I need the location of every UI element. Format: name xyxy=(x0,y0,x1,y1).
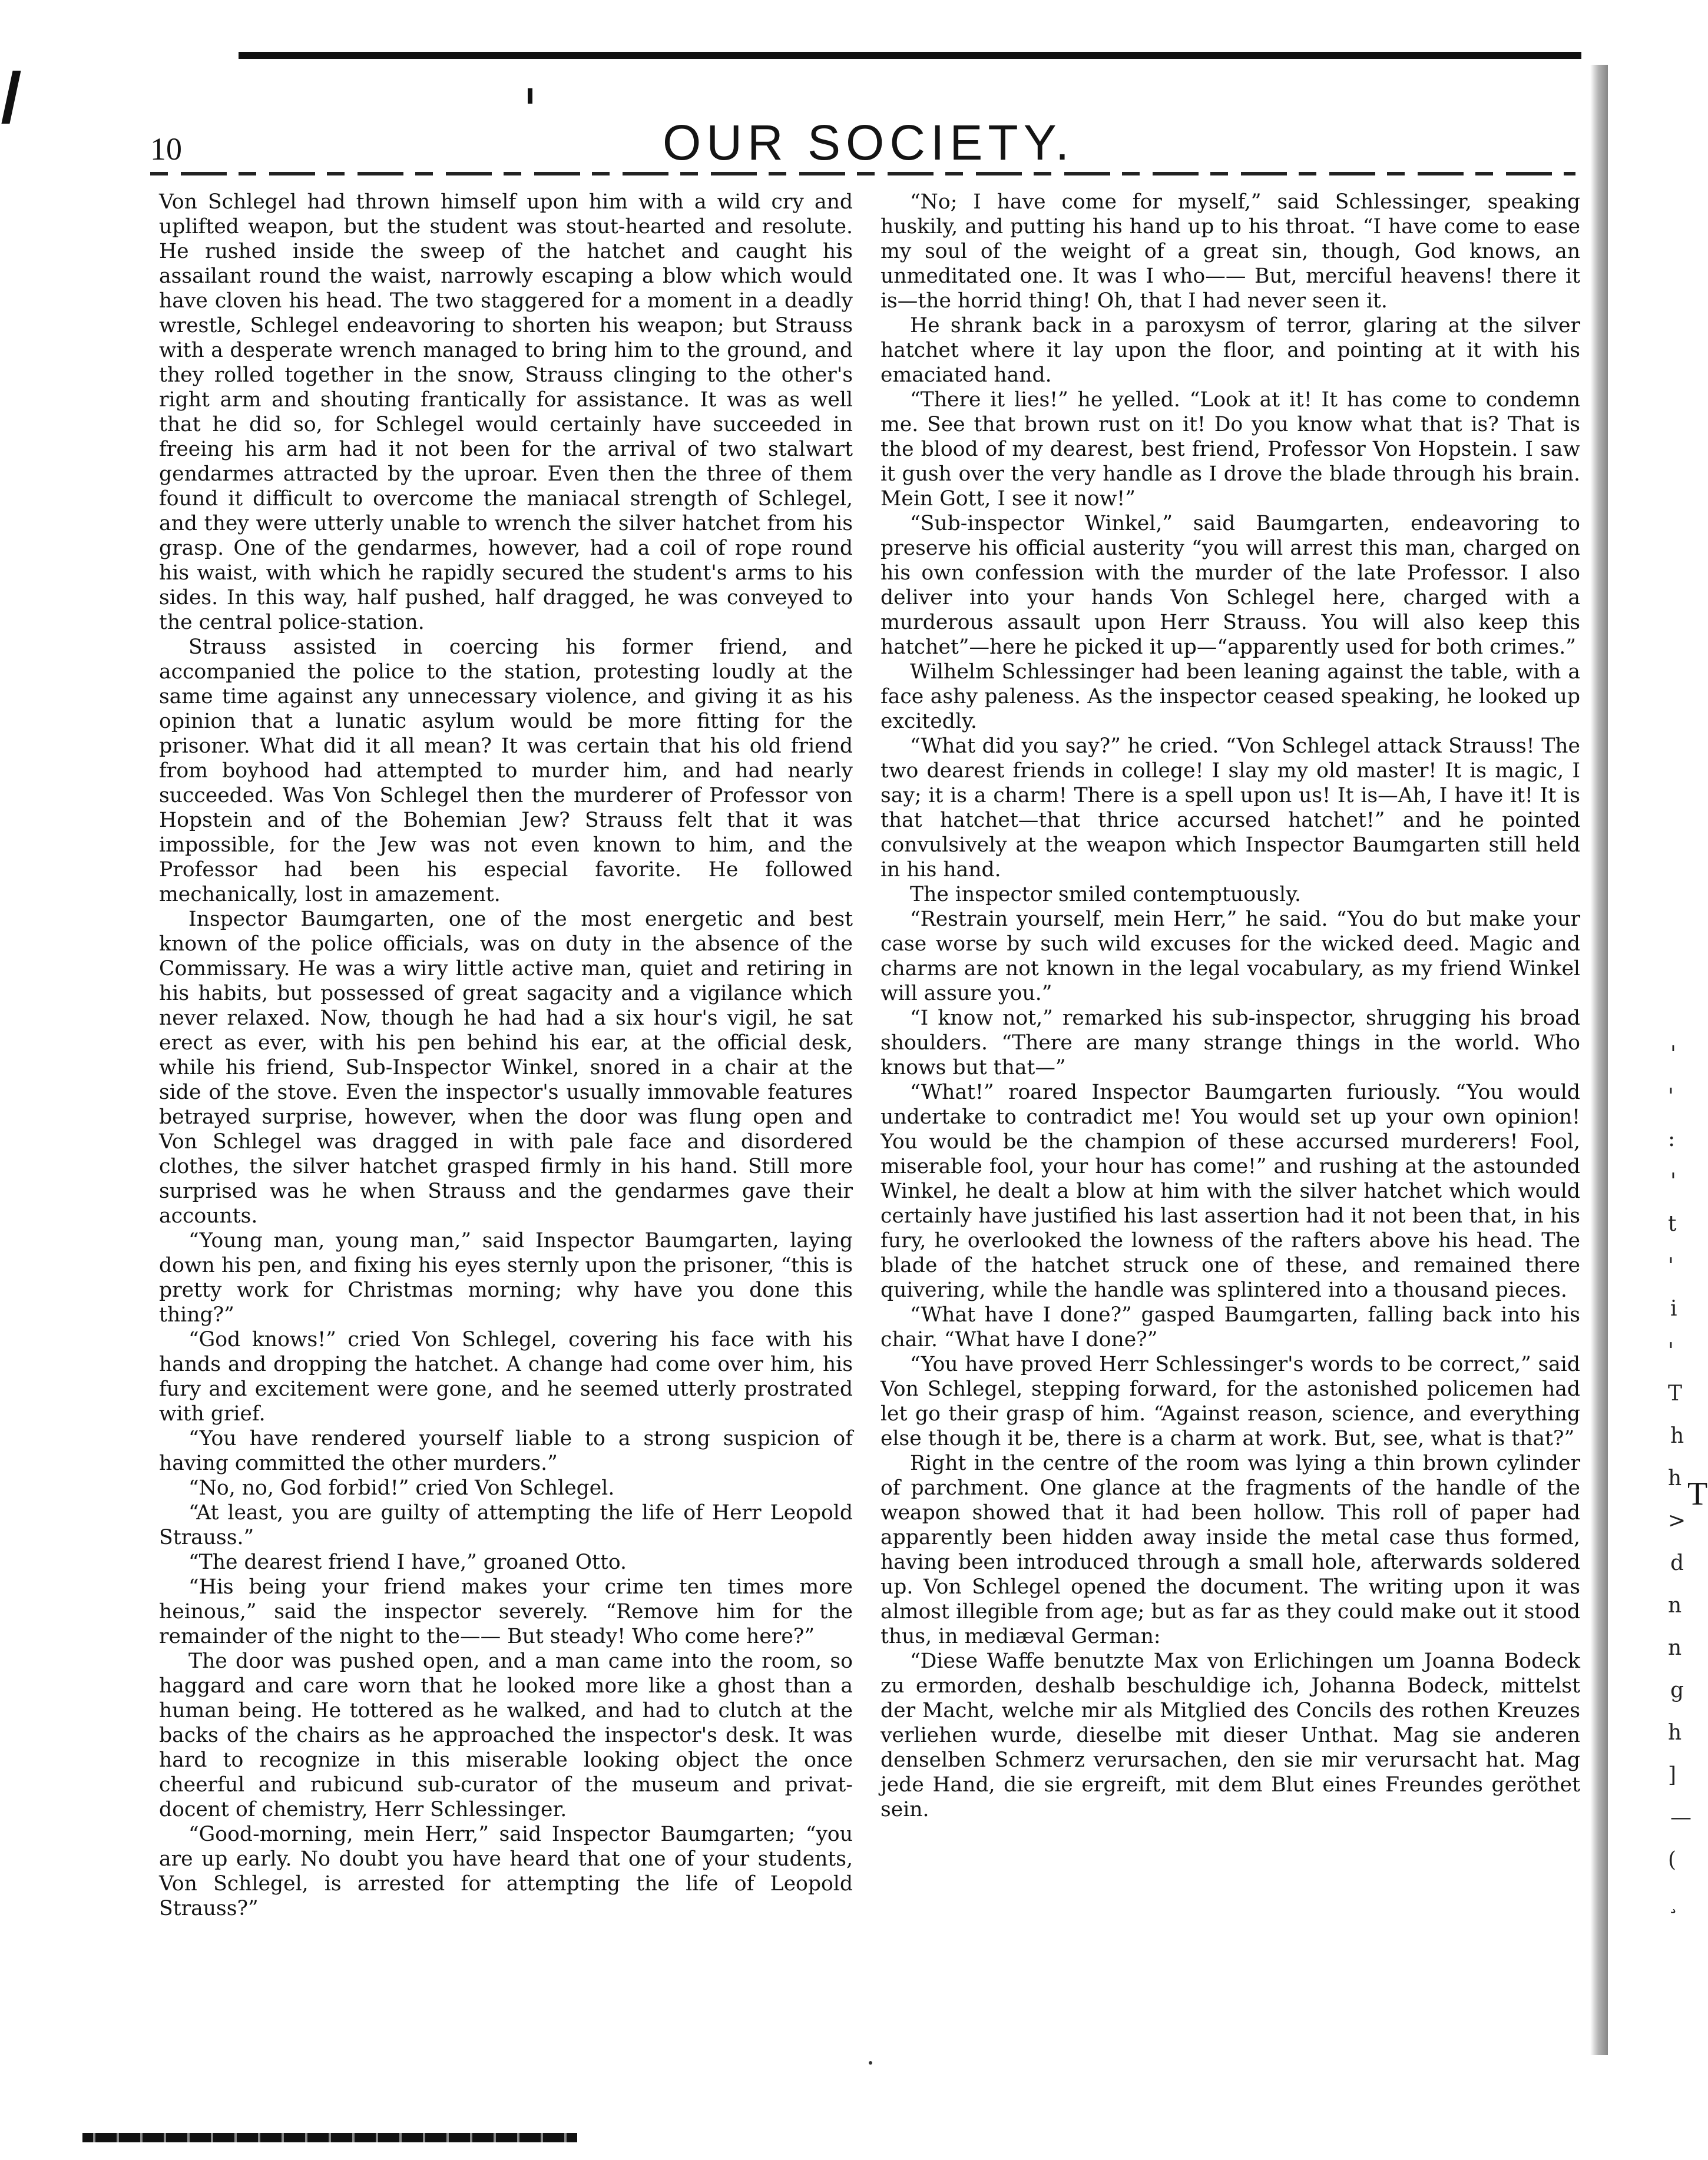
margin-fragment: ' xyxy=(1668,1339,1674,1363)
running-title: OUR SOCIETY. xyxy=(663,115,1075,170)
header-rule xyxy=(150,172,1575,175)
paragraph: Wilhelm Schlessinger had been leaning against the table, with a face ashy paleness. As the inspector ceased speaking, he looked up excitedly. xyxy=(881,660,1580,733)
paragraph: Right in the centre of the room was lying a thin brown cylinder of parchment. One glance at the fragments of the handle of the weapon showed that it had been hollow. This roll of paper had apparently been hidden away inside the metal case thus formed, having been introduced through a small hole, afterwards soldered up. Von Schlegel opened the document. The writing upon it was almost illegible from age; but as far as they could make out it stood thus, in mediæval German: xyxy=(881,1452,1580,1648)
margin-fragment: i xyxy=(1670,1297,1677,1321)
paragraph: “You have proved Herr Schlessinger's words to be correct,” said Von Schlegel, stepping forward, for the astonished policemen had let go their grasp of him. “Against reason, science, and everything else though it be, there is a charm at work. But, see, what is that?” xyxy=(881,1353,1580,1450)
paragraph: “You have rendered yourself liable to a strong suspicion of having committed the other murders.” xyxy=(159,1427,853,1475)
margin-fragment: ' xyxy=(1668,1254,1674,1278)
ink-tick xyxy=(528,88,532,104)
paragraph: “There it lies!” he yelled. “Look at it! It has come to condemn me. See that brown rust on it! Do you know what that is? That is the blood of my dearest, best friend, Professor Von Hopstein. I saw it gush over the very handle as I drove the blade through his brain. Mein Gott, I see it now!” xyxy=(881,388,1580,511)
paragraph: “Restrain yourself, mein Herr,” he said. “You do but make your case worse by such wild excuses for the wicked deed. Magic and charms are not known in the legal vocabulary, as my friend Winkel will assure you.” xyxy=(881,907,1580,1005)
paragraph: “The dearest friend I have,” groaned Otto. xyxy=(188,1551,627,1574)
paragraph: “God knows!” cried Von Schlegel, covering his face with his hands and dropping the hatchet. A change had come over him, his fury and excitement were gone, and he seemed utterly prostrated with grief. xyxy=(159,1328,853,1426)
paragraph: Strauss assisted in coercing his former friend, and accompanied the police to the station, protesting loudly at the same time against any unnecessary violence, and giving it as his opinion that a lunatic asylum would be more fitting for the prisoner. What did it all mean? It was certain that his old friend from boyhood had attempted to murder him, and had nearly succeeded. Was Von Schlegel then the murderer of Professor von Hopstein and of the Bohemian Jew? Strauss felt that it was impossible, for the Jew was not even known to him, and the Professor had been his especial favorite. He followed mechanically, lost in amazement. xyxy=(159,635,853,906)
paragraph: “No; I have come for myself,” said Schlessinger, speaking huskily, and putting his hand up to his throat. “I have come to ease my soul of the weight of a great sin, though, God knows, an unmeditated one. It was I who—— But, merciful heavens! there it is—the horrid thing! Oh, that I had never seen it. xyxy=(881,190,1580,313)
margin-fragment: h xyxy=(1670,1424,1684,1448)
paragraph: Inspector Baumgarten, one of the most energetic and best known of the police officials, was on duty in the absence of the Commissary. He was a wiry little active man, quiet and retiring in his habits, but possessed of great sagacity and a vigilance which never relaxed. Now, though he had had a six hour's vigil, he sat erect as ever, with his pen behind his ear, at the official desk, while his friend, Sub-Inspector Winkel, snored in a chair at the side of the stove. Even the inspector's usually immovable features betrayed surprise, however, when the door was flung open and Von Schlegel was dragged in with pale face and disordered clothes, the silver hatchet grasped firmly in his hand. Still more surprised was he when Strauss and the gendarmes gave their accounts. xyxy=(159,907,853,1228)
paragraph: “His being your friend makes your crime ten times more heinous,” said the inspector severely. “Remove him for the remainder of the night to the—— But steady! Who come here?” xyxy=(159,1575,853,1648)
page-edge-right xyxy=(1590,65,1608,2055)
left-column xyxy=(159,190,853,1921)
right-column xyxy=(881,190,1580,1822)
paragraph: The door was pushed open, and a man came into the room, so haggard and care worn that he looked more like a ghost than a human being. He tottered as he walked, and had to clutch at the backs of the chairs as he approached the inspector's desk. It was hard to recognize in this miserable looking object the once cheerful and rubicund sub-curator of the museum and privat-docent of chemistry, Herr Schlessinger. xyxy=(159,1649,853,1821)
margin-fragment: h xyxy=(1668,1466,1682,1490)
margin-fragment: T xyxy=(1668,1382,1683,1406)
margin-fragment: g xyxy=(1670,1678,1684,1702)
margin-fragment: ¸ xyxy=(1668,1890,1679,1914)
page-number: 10 xyxy=(150,131,182,167)
margin-capital: T xyxy=(1687,1476,1708,1512)
page-edge-bottom xyxy=(82,2133,577,2142)
margin-fragment: ] xyxy=(1668,1763,1677,1787)
paragraph: “At least, you are guilty of attempting the life of Herr Leopold Strauss.” xyxy=(159,1501,853,1549)
german-inscription: “Diese Waffe benutzte Max von Erlichingen um Joanna Bodeck zu ermorden, deshalb beschuldige ich, Johanna Bodeck, mittelst der Macht, welche mir als Mitglied des Concils des rothen Kreuzes verliehen wurde, dieselbe mit dieser Unthat. Mag sie anderen denselben Schmerz verursachen, den sie mir verursacht hat. Mag jede Hand, die sie ergreift, mit dem Blut eines Freundes geröthet sein. xyxy=(881,1649,1580,1821)
page-edge-left-mark xyxy=(1,71,21,124)
margin-fragment: t xyxy=(1668,1212,1677,1236)
paragraph: “What have I done?” gasped Baumgarten, falling back into his chair. “What have I done?” xyxy=(881,1303,1580,1351)
margin-fragment: : xyxy=(1668,1127,1676,1151)
margin-fragment: n xyxy=(1668,1594,1682,1618)
page-edge-top xyxy=(239,52,1581,59)
paragraph: “What did you say?” he cried. “Von Schlegel attack Strauss! The two dearest friends in college! I slay my old master! It is magic, I say; it is a charm! There is a spell upon us! It is—Ah, I have it! It is that hatchet—that thrice accursed hatchet!” and he pointed convulsively at the weapon which Inspector Baumgarten still held in his hand. xyxy=(881,734,1580,882)
margin-fragment: > xyxy=(1668,1509,1686,1533)
margin-fragment: n xyxy=(1668,1636,1682,1660)
margin-fragment: h xyxy=(1668,1721,1682,1745)
paragraph: “What!” roared Inspector Baumgarten furiously. “You would undertake to contradict me! You would set up your own opinion! You would be the champion of these accursed murderers! Fool, miserable fool, your hour has come!” and rushing at the astounded Winkel, he dealt a blow at him with the silver hatchet which would certainly have justified his last assertion had it not been that, in his fury, he overlooked the lowness of the rafters above his head. The blade of the hatchet struck one of these, and remained there quivering, while the handle was splintered into a thousand pieces. xyxy=(881,1081,1580,1302)
margin-fragment: ' xyxy=(1668,1085,1674,1109)
paragraph: He shrank back in a paroxysm of terror, glaring at the silver hatchet where it lay upon the floor, and pointing at it with his emaciated hand. xyxy=(881,314,1580,387)
ink-dot xyxy=(869,2061,872,2065)
paragraph: The inspector smiled contemptuously. xyxy=(910,883,1302,906)
paragraph: “No, no, God forbid!” cried Von Schlegel. xyxy=(188,1476,615,1500)
paragraph: “I know not,” remarked his sub-inspector, shrugging his broad shoulders. “There are many strange things in the world. Who knows but that—” xyxy=(881,1006,1580,1079)
paragraph: “Young man, young man,” said Inspector Baumgarten, laying down his pen, and fixing his eyes sternly upon the prisoner, “this is pretty work for Christmas morning; why have you done this thing?” xyxy=(159,1229,853,1327)
paragraph: “Sub-inspector Winkel,” said Baumgarten, endeavoring to preserve his official austerity “you will arrest this man, charged on his own confession with the murder of the late Professor. I also deliver into your hands Von Schlegel here, charged with a murderous assault upon Herr Strauss. You will also keep this hatchet”—here he picked it up—“apparently used for both crimes.” xyxy=(881,512,1580,659)
margin-fragment: ' xyxy=(1670,1170,1676,1194)
paragraph: Von Schlegel had thrown himself upon him with a wild cry and uplifted weapon, but the student was stout-hearted and resolute. He rushed inside the sweep of the hatchet and caught his assailant round the waist, narrowly escaping a blow which would have cloven his head. The two staggered for a moment in a deadly wrestle, Schlegel endeavoring to shorten his weapon; but Strauss with a desperate wrench managed to bring him to the ground, and they rolled together in the snow, Strauss clinging to the other's right arm and shouting frantically for assistance. It was as well that he did so, for Schlegel would certainly have succeeded in freeing his arm had it not been for the arrival of two stalwart gendarmes attracted by the uproar. Even then the three of them found it difficult to overcome the maniacal strength of Schlegel, and they were utterly unable to wrench the silver hatchet from his grasp. One of the gendarmes, however, had a coil of rope round his waist, with which he rapidly secured the student's arms to his sides. In this way, half pushed, half dragged, he was conveyed to the central police-station. xyxy=(159,190,853,634)
margin-fragment: ( xyxy=(1668,1848,1677,1872)
margin-fragment: ' xyxy=(1670,1042,1676,1066)
margin-fragment: d xyxy=(1670,1551,1684,1575)
paragraph: “Good-morning, mein Herr,” said Inspector Baumgarten; “you are up early. No doubt you have heard that one of your students, Von Schlegel, is arrested for attempting the life of Leopold Strauss?” xyxy=(159,1823,853,1920)
margin-fragment: — xyxy=(1670,1805,1692,1830)
